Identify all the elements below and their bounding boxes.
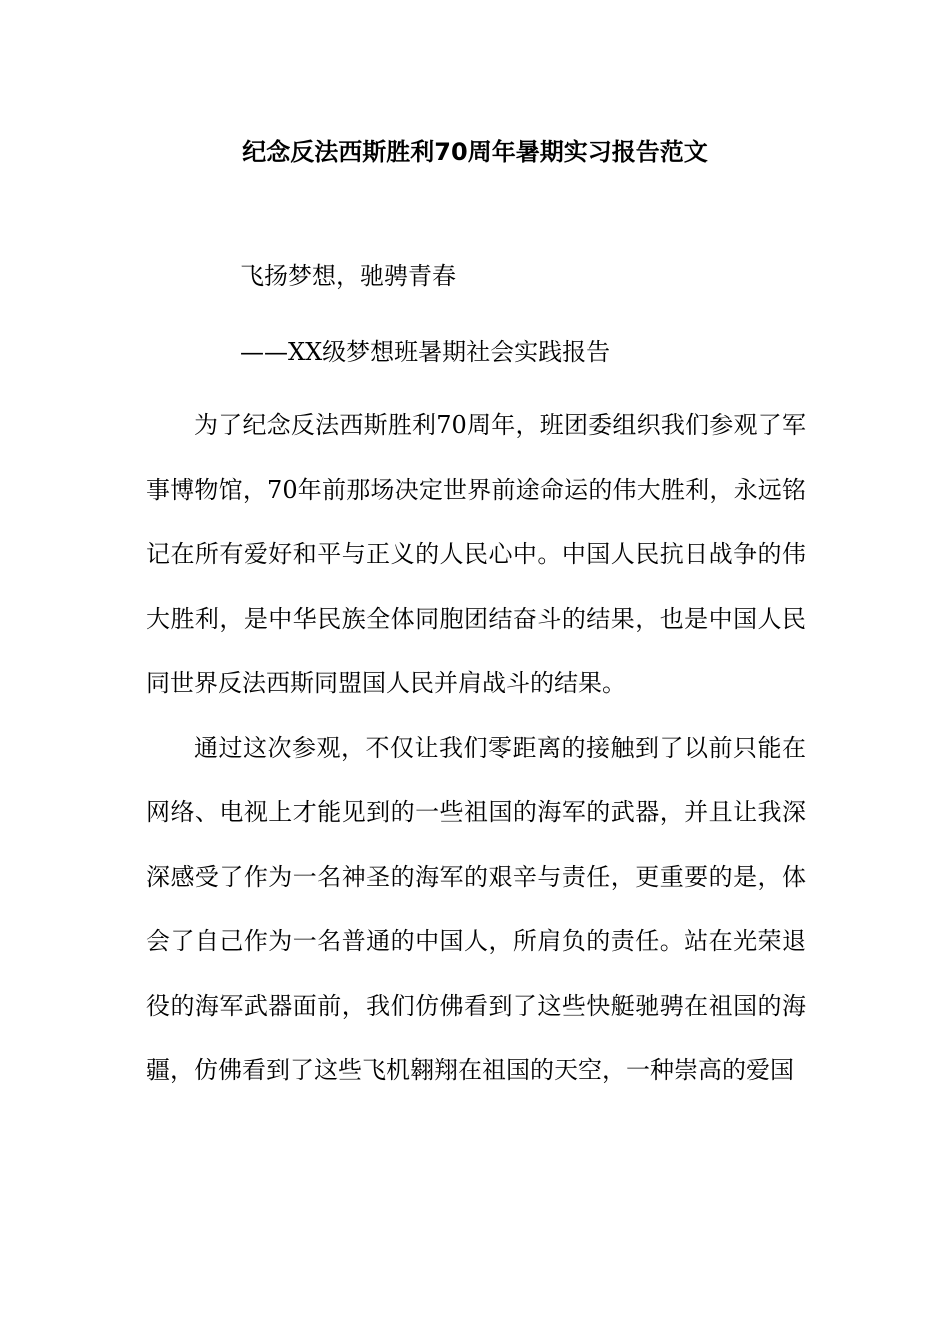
- paragraph-1: 为了纪念反法西斯胜利70周年，班团委组织我们参观了军事博物馆，70年前那场决定世界前途命运的伟大胜利，永远铭记在所有爱好和平与正义的人民心中。中国人民抗日战争的伟大胜利，是中华民族全体同胞团结奋斗的结果，也是中国人民同世界反法西斯同盟国人民并肩战斗的结果。: [146, 411, 806, 697]
- report-byline: ——XX级梦想班暑期社会实践报告: [240, 338, 611, 366]
- report-subtitle: 飞扬梦想，驰骋青春: [240, 262, 456, 290]
- document-body: [146, 393, 806, 1103]
- paragraph-2: 通过这次参观，不仅让我们零距离的接触到了以前只能在网络、电视上才能见到的一些祖国的海军的武器，并且让我深深感受了作为一名神圣的海军的艰辛与责任，更重要的是，体会了自己作为一名普通的中国人，所肩负的责任。站在光荣退役的海军武器面前，我们仿佛看到了这些快艇驰骋在祖国的海疆，仿佛看到了这些飞机翱翔在祖国的天空，一种崇高的爱国: [146, 733, 806, 1084]
- document-title: 纪念反法西斯胜利70周年暑期实习报告范文: [242, 138, 708, 166]
